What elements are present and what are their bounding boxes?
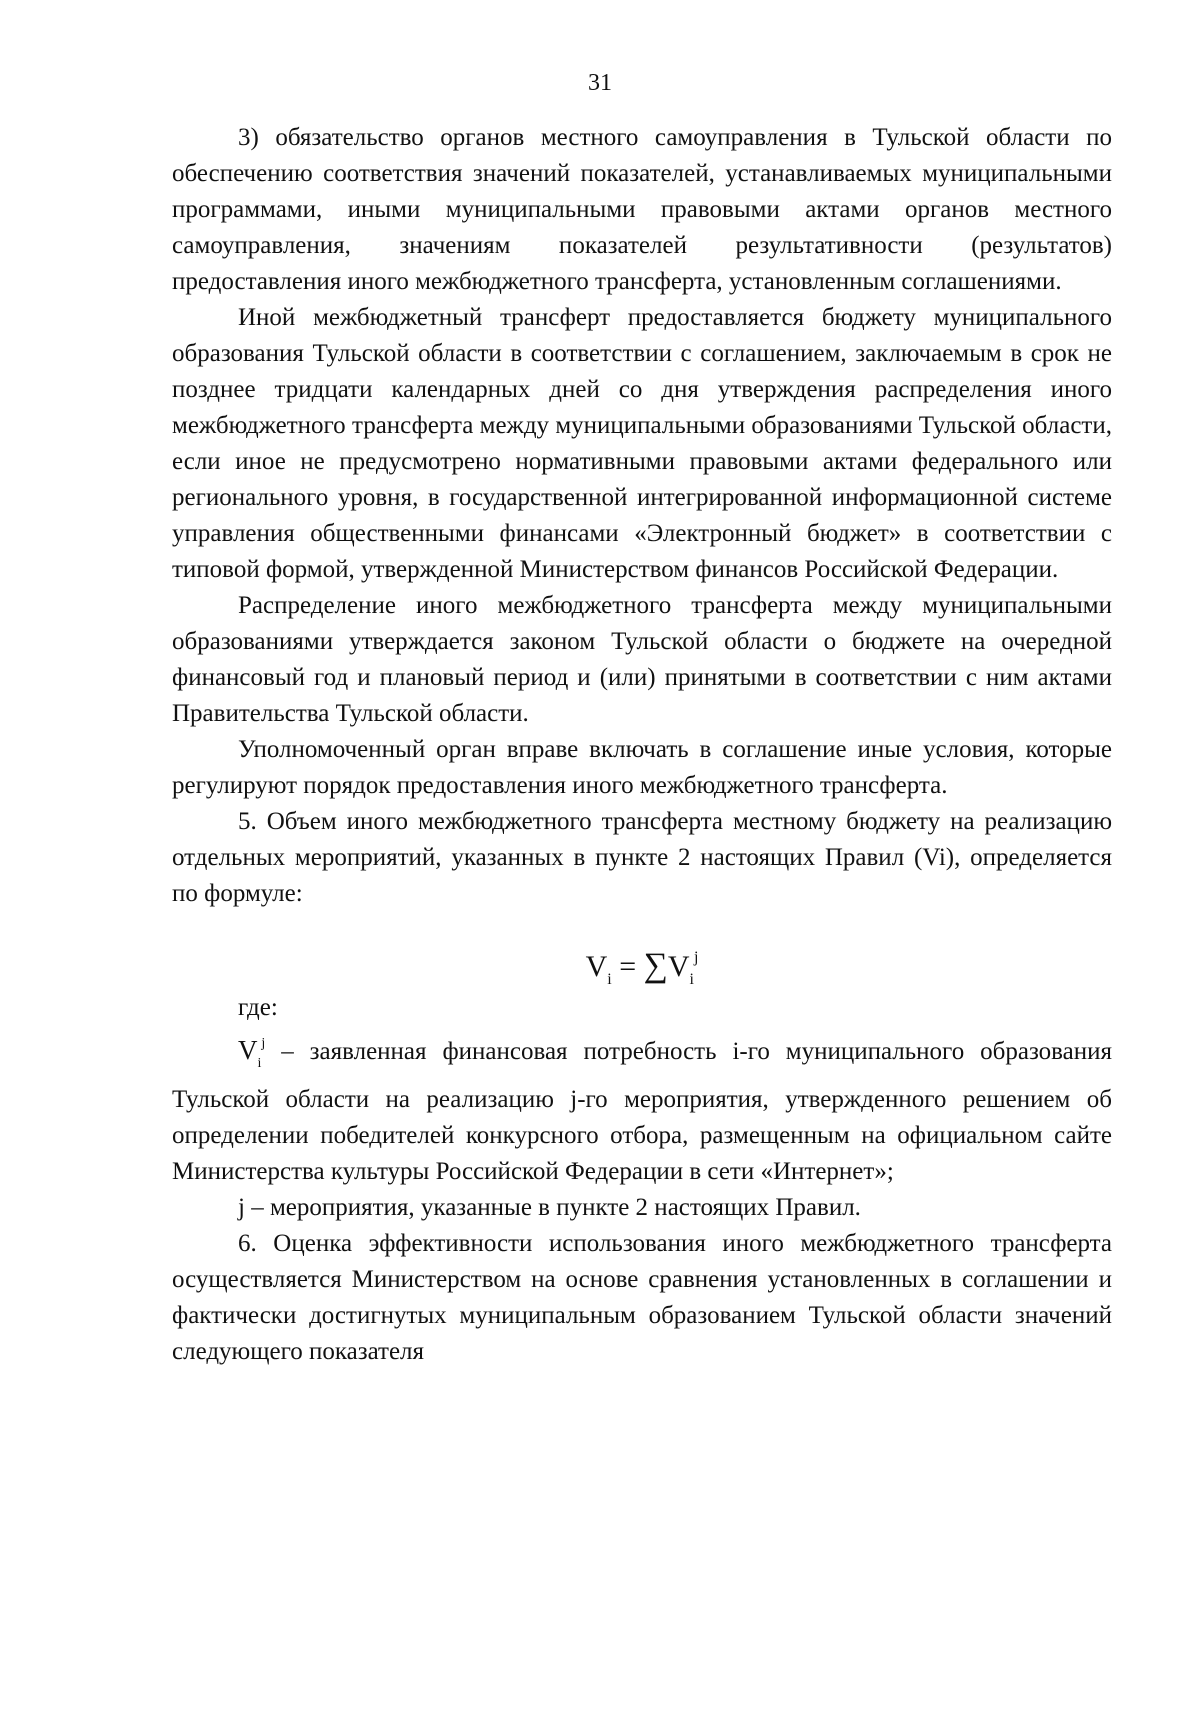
paragraph-evaluation: 6. Оценка эффективности использования иного межбюджетного трансферта осуществляется Министерством на основе сравнения установленных в соглашении и фактически достигнутых муниципальным образованием Тульской области значений следующего показателя: [172, 1230, 1112, 1365]
formula-equals: =: [619, 950, 637, 983]
definition-v-sup: j: [261, 1036, 266, 1051]
definition-j: j – мероприятия, указанные в пункте 2 настоящих Правил.: [238, 1194, 861, 1221]
document-body: [172, 120, 1112, 1370]
definitions: [172, 1026, 1112, 1226]
paragraph-volume: 5. Объем иного межбюджетного трансферта местному бюджету на реализацию отдельных мероприятий, указанных в пункте 2 настоящих Правил (Vi), определяется по формуле:: [172, 808, 1112, 907]
formula: [172, 940, 1112, 988]
paragraph-authorized-body: Уполномоченный орган вправе включать в соглашение иные условия, которые регулируют порядок предоставления иного межбюджетного трансферта.: [172, 736, 1112, 799]
paragraph-agreement: Иной межбюджетный трансферт предоставляется бюджету муниципального образования Тульской области в соответствии с соглашением, заключаемым в срок не позднее тридцати календарных дней со дня утверждения распределения иного межбюджетного трансферта между муниципальными образованиями Тульской области, если иное не предусмотрено нормативными правовыми актами федерального или регионального уровня, в государственной интегрированной информационной системе управления общественными финансами «Электронный бюджет» в соответствии с типовой формой, утвержденной Министерством финансов Российской Федерации.: [172, 304, 1112, 583]
formula-rhs: V: [667, 950, 690, 983]
page-number: 31: [588, 70, 612, 96]
where-label: где:: [238, 994, 278, 1021]
definition-v-sub: i: [257, 1056, 262, 1071]
formula-rhs-sub: i: [689, 971, 694, 988]
definition-v: [172, 1026, 1112, 1190]
paragraph-obligation: 3) обязательство органов местного самоуправления в Тульской области по обеспечению соответствия значений показателей, устанавливаемых муниципальными программами, иными муниципальными правовыми актами органов местного самоуправления, значениям показателей результативности (результатов) предоставления иного межбюджетного трансферта, установленным соглашениями.: [172, 124, 1112, 295]
paragraph-distribution: Распределение иного межбюджетного трансферта между муниципальными образованиями утверждается законом Тульской области о бюджете на очередной финансовый год и плановый период и (или) принятыми в соответствии с ним актами Правительства Тульской области.: [172, 592, 1112, 727]
formula-rhs-sup: j: [693, 949, 699, 966]
formula-lhs-sub: i: [607, 971, 612, 988]
definition-v-symbol: [238, 1035, 266, 1071]
formula-sum-sign: ∑: [643, 947, 668, 984]
formula-lhs: V: [585, 950, 608, 983]
definition-v-text: – заявленная финансовая потребность i-го муниципального образования Тульской области на реализацию j-го мероприятия, утвержденного решением об определении победителей конкурсного отбора, размещенным на официальном сайте Министерства культуры Российской Федерации в сети «Интернет»;: [172, 1038, 1112, 1185]
definition-v-letter: V: [238, 1035, 258, 1065]
